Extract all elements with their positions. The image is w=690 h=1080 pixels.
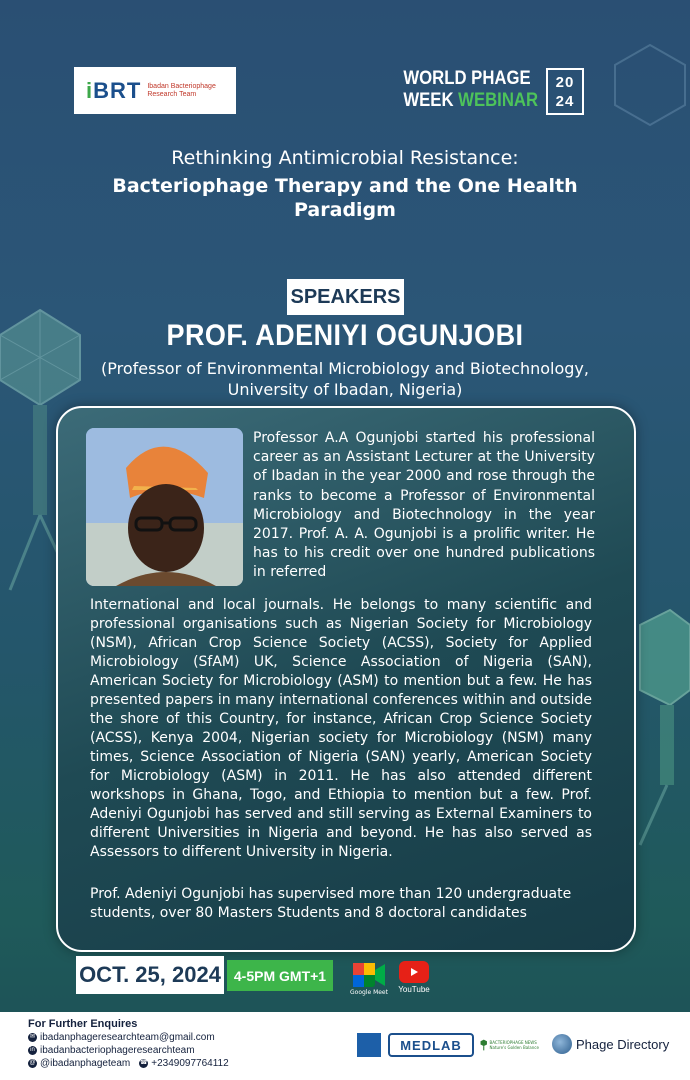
phone-number[interactable]: +2349097764112 [151,1058,229,1069]
webinar-title-line1: Rethinking Antimicrobial Resistance: [171,147,519,169]
event-line1: WORLD PHAGE [403,68,531,89]
sponsor-logo-emblem [357,1033,381,1057]
event-week: WEEK [403,90,459,111]
contact-email[interactable] [28,1032,215,1043]
contact-social-phone [28,1058,229,1069]
phage-news-text: BACTERIOPHAGE NEWS Nature's Golden Balance [489,1040,539,1050]
email-text: ibadanphageresearchteam@gmail.com [40,1032,215,1043]
event-line2 [403,90,538,112]
event-date: OCT. 25, 2024 [76,956,224,994]
bio-paragraph-main: International and local journals. He belongs to many scientific and professional organisations such as Nigerian Society for Microbiology (NSM), African Crop Science Society (ACSS), Society for Applied Microbiology (SfAM) UK, Science Association of Nigeria (SAN), American Society for Microbiology (ASM) to mention but a few. He has presented papers in many international conferences within and outside the shore of this Country, for instance, African Crop Science Society (ACSS), Kenya 2004, Nigerian society for Microbiology (NSM) many times, Science Association of Nigeria (SAN) yearly, American Society for Microbiology (ASM) in 2011. He has also attended different workshops in Ghana, Togo, and Ethiopia to mention but a few. Prof. Adeniyi Ogunjobi has served and still serving as External Examiners to different Universities in Nigeria and beyond. He has also served as Assessors to different University in Nigeria. [90,597,592,860]
linkedin-text: ibadanbacteriophageresearchteam [40,1045,195,1056]
speaker-name: PROF. ADENIYI OGUNJOBI [166,319,524,352]
year-bottom: 24 [555,92,575,110]
logo-brt: BRT [93,77,142,103]
logo-i: i [86,77,94,103]
youtube-label: YouTube [398,985,430,994]
ibrt-logo [74,67,236,114]
medlab-text: MEDLAB [400,1037,462,1053]
google-meet-icon[interactable] [352,960,386,990]
phage-news-icon [480,1034,488,1056]
affiliation-line1: (Professor of Environmental Microbiology and Biotechnology, [101,359,589,378]
phage-directory-text: Phage Directory [576,1036,670,1052]
logo-subtitle: Ibadan Bacteriophage Research Team [147,82,216,98]
speaker-photo [86,428,243,586]
sponsor-medlab-logo [388,1033,474,1057]
event-title [403,68,538,112]
phage-directory-icon [552,1034,572,1054]
speaker-affiliation [0,358,690,400]
sponsor-phage-directory [552,1034,669,1054]
affiliation-line2: University of Ibadan, Nigeria) [227,380,463,399]
social-icon: @ [29,1060,36,1066]
bio-paragraph-supervision: Prof. Adeniyi Ogunjobi has supervised more than 120 undergraduate students, over 80 Masters Students and 8 doctoral candidates [90,886,572,921]
contact-linkedin[interactable] [28,1045,195,1056]
email-icon: ✉ [29,1034,36,1040]
year-top: 20 [555,73,575,91]
linkedin-icon: in [28,1046,37,1055]
event-time: 4-5PM GMT+1 [227,960,333,991]
play-icon [408,966,420,978]
youtube-icon[interactable] [399,961,429,983]
speaker-portrait-icon [86,428,243,586]
logo-wordmark [86,78,141,104]
year-badge [546,68,584,115]
sponsor-bacteriophage-news [480,1032,542,1058]
enquiries-title: For Further Enquires [28,1018,138,1030]
speakers-label: SPEAKERS [287,279,404,315]
bio-paragraph-intro: Professor A.A Ogunjobi started his professional career as an Assistant Lecturer at the University of Ibadan in the year 2000 and rose through the ranks to become a Professor of Environmental Microbiology and Biotechnology in the year 2017. Prof. A. A. Ogunjobi is a prolific writer. He has to his credit over one hundred publications in referred [253,430,595,581]
phone-icon: ☎ [139,1060,148,1066]
social-handle[interactable]: @ibadanphageteam [40,1058,131,1069]
google-meet-label: Google Meet [350,989,388,996]
phage-illustration-top-right [600,40,690,160]
webinar-title-line2: Bacteriophage Therapy and the One Health Paradigm [112,175,578,221]
event-webinar: WEBINAR [458,90,538,111]
